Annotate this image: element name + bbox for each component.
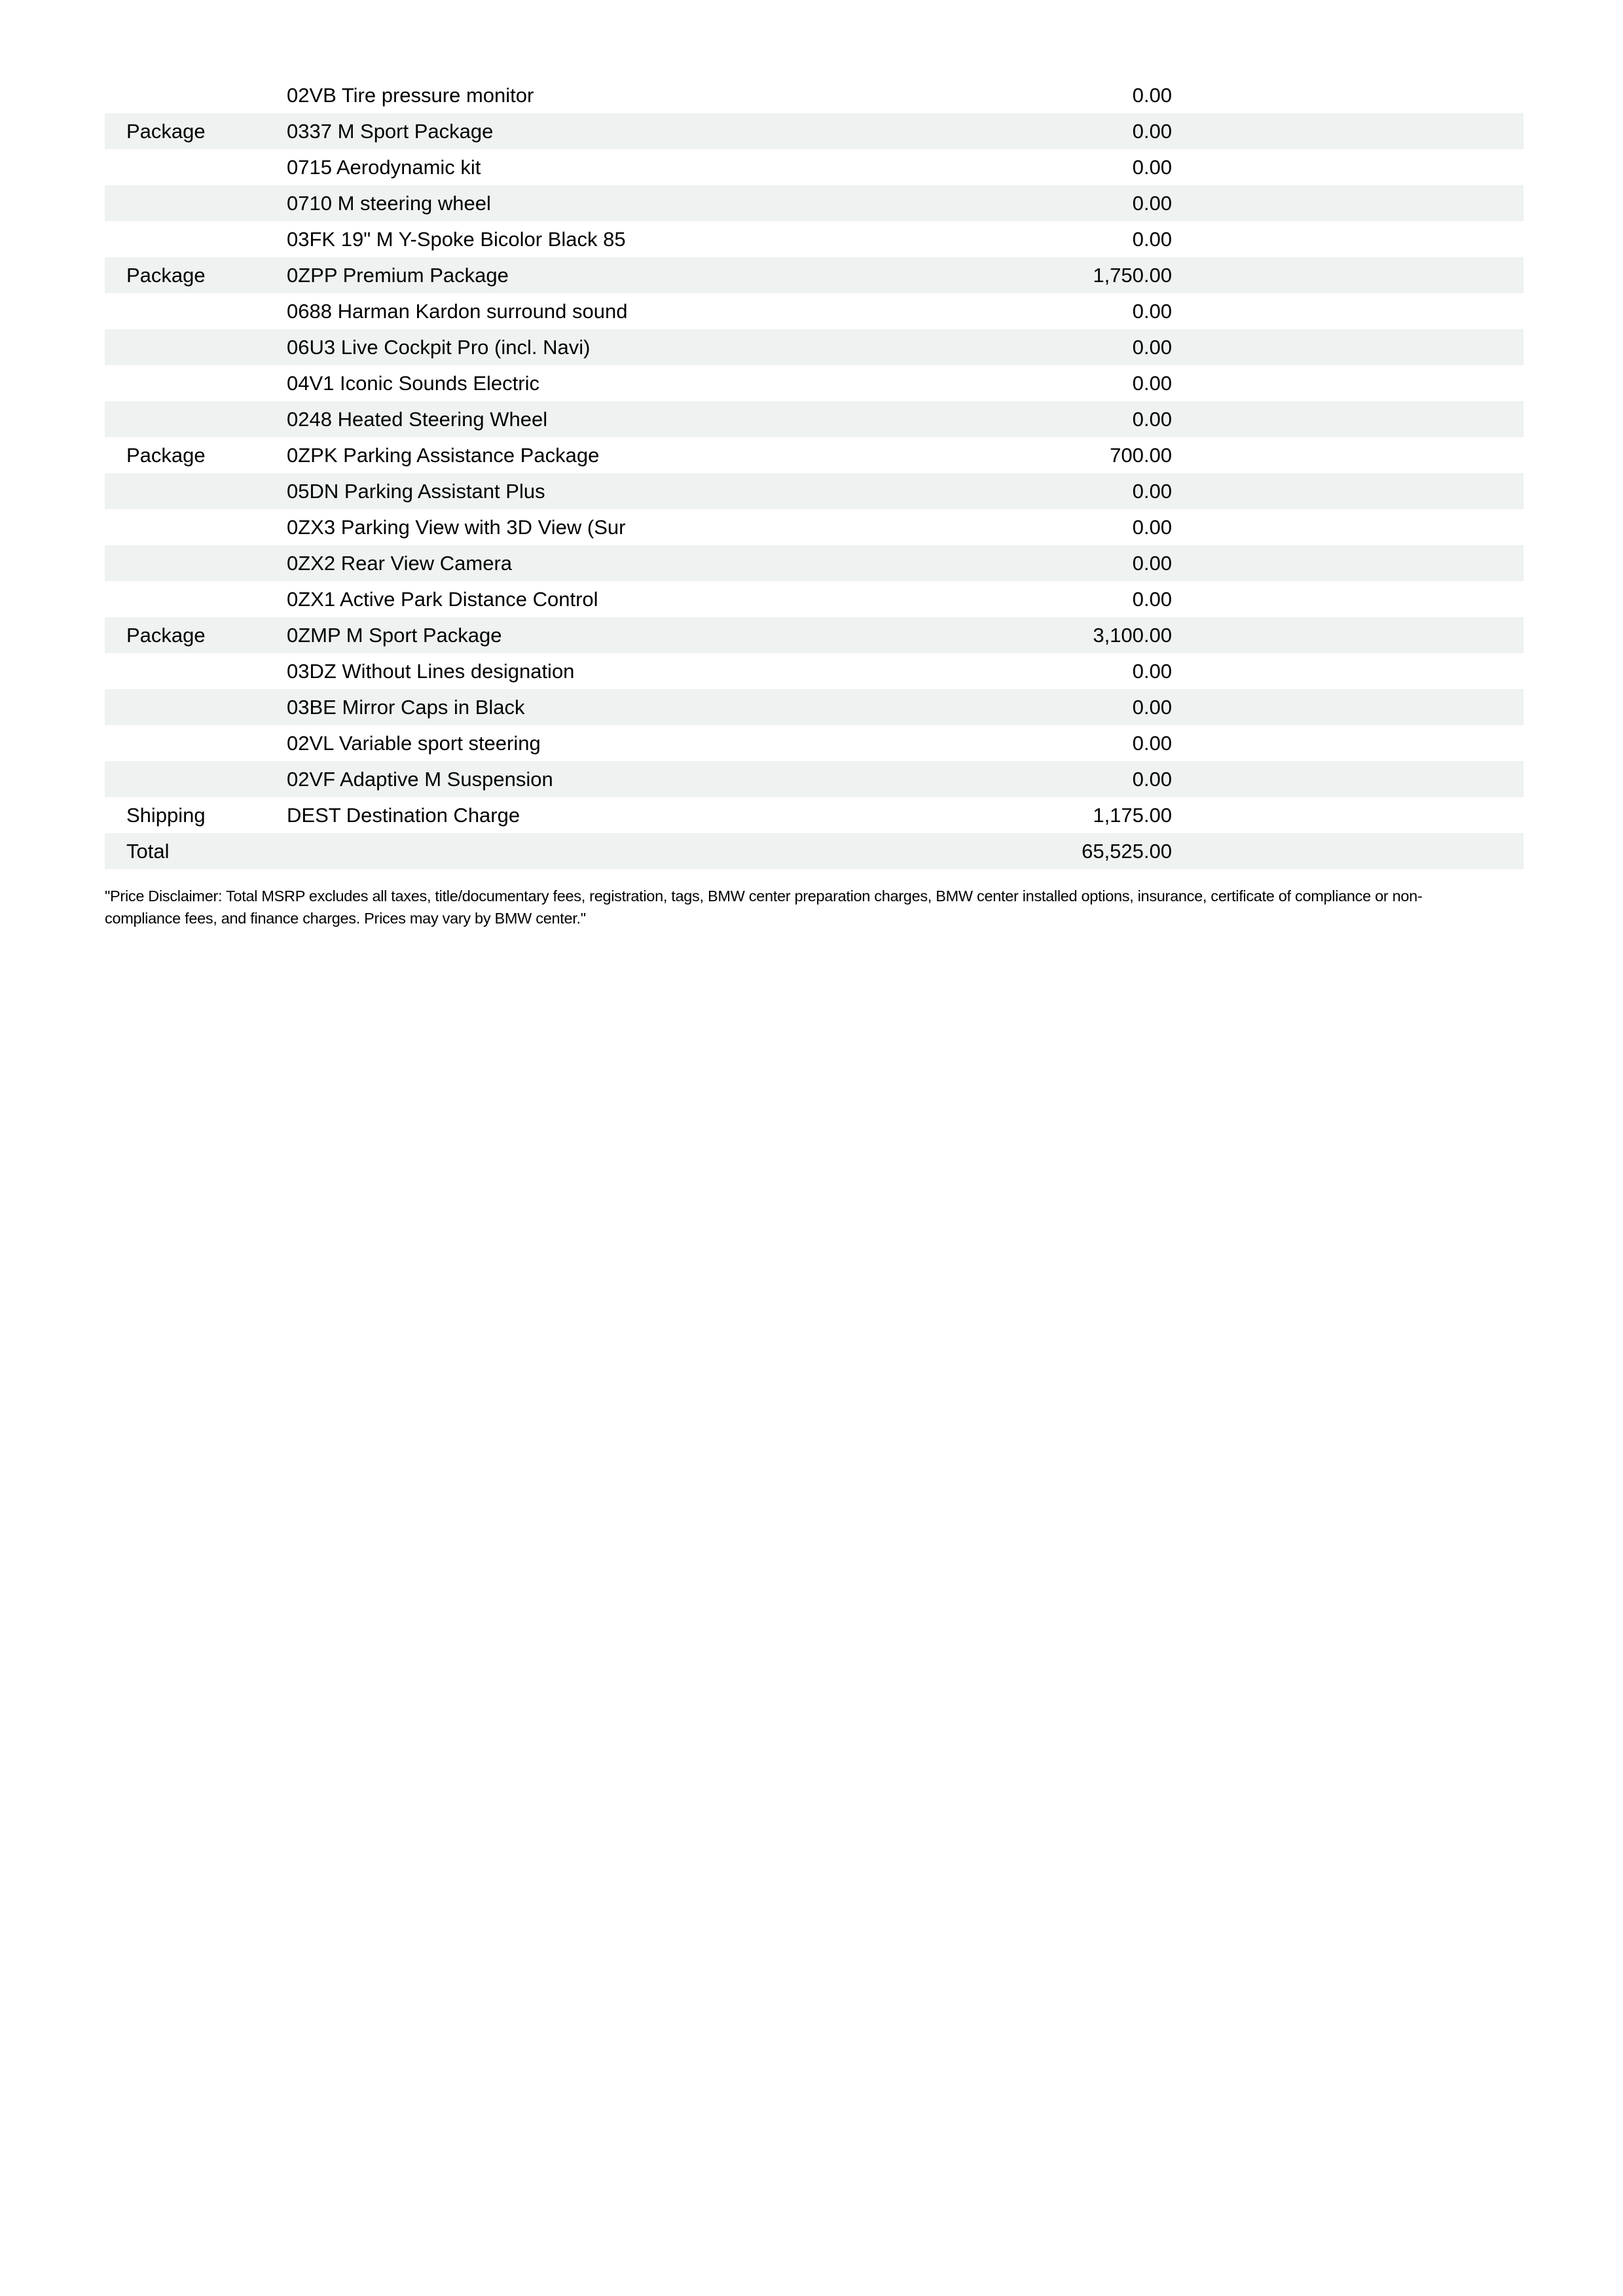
row-item: 0ZMP M Sport Package [287, 624, 502, 647]
row-item: 0ZPK Parking Assistance Package [287, 444, 600, 467]
table-row [105, 401, 1523, 437]
row-item: 0ZX3 Parking View with 3D View (Sur [287, 516, 626, 539]
row-category: Package [126, 444, 206, 467]
row-price: 0.00 [1132, 300, 1172, 323]
row-price: 0.00 [1132, 588, 1172, 611]
row-item: 03BE Mirror Caps in Black [287, 696, 525, 719]
row-price: 0.00 [1132, 660, 1172, 683]
price-disclaimer: "Price Disclaimer: Total MSRP excludes all taxes, title/documentary fees, registration, tags, BMW center preparation charges, BMW center installed options, insurance, certificate of compliance or non-compliance fees, and finance charges. Prices may vary by BMW center." [105, 888, 1423, 927]
row-price: 1,175.00 [1093, 804, 1172, 827]
options-table [105, 77, 1523, 869]
row-price: 1,750.00 [1093, 264, 1172, 287]
table-row [105, 653, 1523, 689]
row-price: 700.00 [1110, 444, 1172, 467]
row-item: DEST Destination Charge [287, 804, 520, 827]
row-price: 0.00 [1132, 156, 1172, 179]
row-item: 0ZPP Premium Package [287, 264, 509, 287]
row-item: 0688 Harman Kardon surround sound [287, 300, 628, 323]
row-item: 03FK 19" M Y-Spoke Bicolor Black 85 [287, 228, 626, 251]
table-row [105, 545, 1523, 581]
row-price: 0.00 [1132, 228, 1172, 251]
row-item: 0ZX1 Active Park Distance Control [287, 588, 598, 611]
table-row [105, 761, 1523, 797]
row-price: 0.00 [1132, 408, 1172, 431]
row-price: 0.00 [1132, 552, 1172, 575]
row-item: 0715 Aerodynamic kit [287, 156, 481, 179]
row-price: 0.00 [1132, 192, 1172, 215]
row-price: 0.00 [1132, 372, 1172, 395]
row-category: Shipping [126, 804, 206, 827]
row-item: 04V1 Iconic Sounds Electric [287, 372, 539, 395]
table-row [105, 689, 1523, 725]
row-item: 0248 Heated Steering Wheel [287, 408, 548, 431]
table-row [105, 77, 1523, 113]
table-row [105, 113, 1523, 149]
row-price: 0.00 [1132, 120, 1172, 143]
table-row [105, 221, 1523, 257]
row-price: 0.00 [1132, 480, 1172, 503]
table-row [105, 581, 1523, 617]
row-category: Package [126, 264, 206, 287]
table-row [105, 185, 1523, 221]
row-item: 0ZX2 Rear View Camera [287, 552, 513, 575]
row-item: 0710 M steering wheel [287, 192, 491, 215]
table-row [105, 149, 1523, 185]
row-item: 03DZ Without Lines designation [287, 660, 575, 683]
row-price: 3,100.00 [1093, 624, 1172, 647]
table-row [105, 473, 1523, 509]
row-category: Total [126, 840, 170, 863]
row-item: 02VB Tire pressure monitor [287, 84, 534, 107]
row-price: 0.00 [1132, 516, 1172, 539]
row-price: 0.00 [1132, 696, 1172, 719]
row-category: Package [126, 120, 206, 143]
table-row [105, 365, 1523, 401]
table-row [105, 257, 1523, 293]
table-row [105, 329, 1523, 365]
row-price: 0.00 [1132, 84, 1172, 107]
table-row [105, 293, 1523, 329]
row-price: 0.00 [1132, 768, 1172, 791]
row-item: 02VF Adaptive M Suspension [287, 768, 553, 791]
row-item: 02VL Variable sport steering [287, 732, 541, 755]
table-row [105, 509, 1523, 545]
row-item: 05DN Parking Assistant Plus [287, 480, 545, 503]
row-item: 0337 M Sport Package [287, 120, 494, 143]
row-price: 65,525.00 [1082, 840, 1172, 863]
table-row [105, 833, 1523, 869]
row-category: Package [126, 624, 206, 647]
table-row [105, 437, 1523, 473]
table-row [105, 725, 1523, 761]
row-price: 0.00 [1132, 732, 1172, 755]
table-row [105, 617, 1523, 653]
row-item: 06U3 Live Cockpit Pro (incl. Navi) [287, 336, 591, 359]
row-price: 0.00 [1132, 336, 1172, 359]
table-row [105, 797, 1523, 833]
